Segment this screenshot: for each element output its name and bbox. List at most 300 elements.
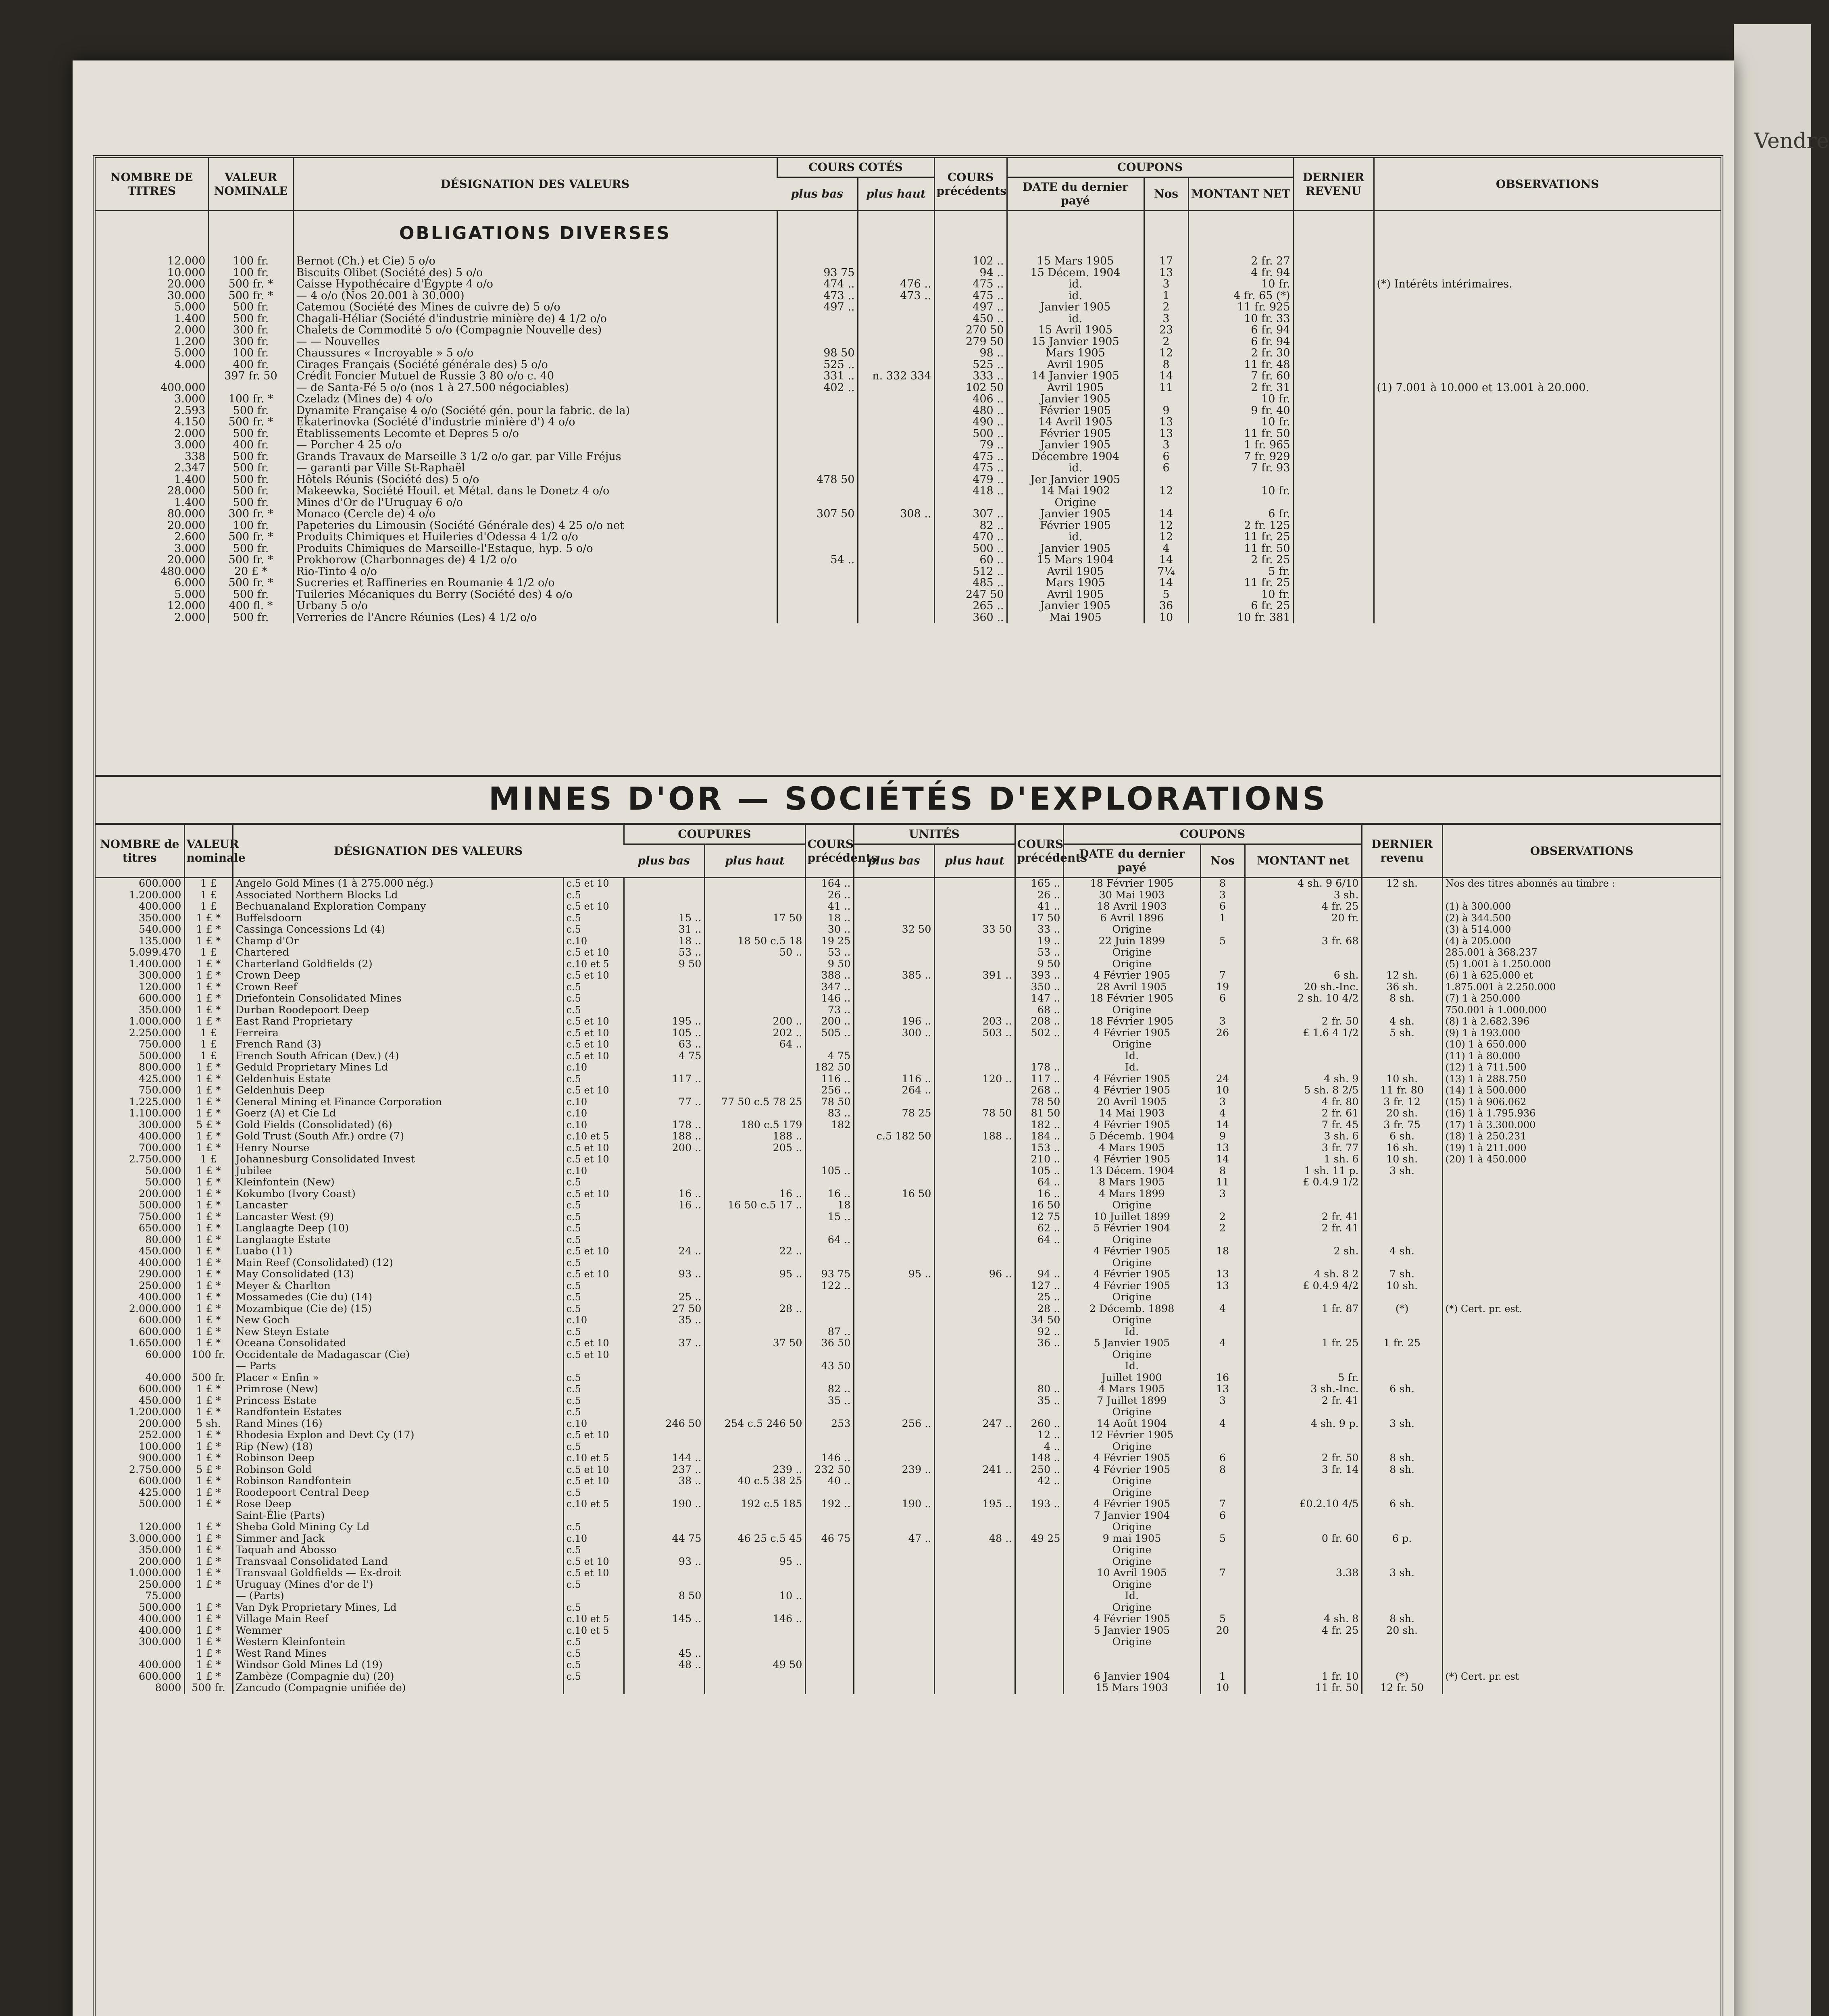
cell-nombre: 60.000 xyxy=(145,1348,181,1361)
cell-montant xyxy=(1245,1327,1362,1338)
cell-montant: 2 fr. 50 xyxy=(1245,1453,1362,1464)
cell-observations xyxy=(1442,1235,1721,1246)
cell-valeur: 5 sh. xyxy=(184,1418,233,1430)
cell-designation: Occidentale de Madagascar (Cie) xyxy=(233,1350,563,1361)
mines-header-coupons: COUPONS xyxy=(1063,825,1362,844)
cell-plus-bas: 98 50 xyxy=(777,348,858,359)
cell-designation: Sheba Gold Mining Cy Ld xyxy=(233,1522,563,1533)
cell-plus-bas xyxy=(777,428,858,440)
cell-unites-bas xyxy=(854,1338,934,1350)
cell-coupures: c.5 xyxy=(563,1441,624,1453)
cell-coupures: c.5 xyxy=(563,1671,624,1683)
header-cours-precedents: COURS précédents xyxy=(934,158,1007,211)
cell-revenu xyxy=(1362,1223,1442,1235)
cell-coupures: c.10 xyxy=(563,1120,624,1131)
cell-revenu xyxy=(1362,1430,1442,1441)
cell-valeur: 500 fr. xyxy=(208,451,293,463)
cell-unites-bas xyxy=(854,878,934,890)
cell-date: 8 Mars 1905 xyxy=(1063,1177,1200,1189)
cell-unites-bas xyxy=(854,1120,934,1131)
cell-plus-bas xyxy=(777,520,858,532)
cell-cours-prec: 247 50 xyxy=(934,589,1007,601)
cell-no: 7 xyxy=(1200,1568,1245,1579)
cell-cours xyxy=(805,1671,854,1683)
cell-unites-haut xyxy=(934,1304,1015,1315)
cell-date: Février 1905 xyxy=(1007,520,1144,532)
cell-cours xyxy=(805,1372,854,1384)
cell-nombre: 1.000.000 xyxy=(129,1567,181,1579)
cell-unites-bas xyxy=(854,1556,934,1568)
cell-cours-prec: 485 .. xyxy=(934,577,1007,589)
cell-revenu xyxy=(1362,1189,1442,1200)
cell-designation: Buffelsdoorn xyxy=(233,913,563,925)
cell-revenu xyxy=(1293,600,1374,612)
table-row xyxy=(96,1281,1721,1292)
cell-nombre: 425.000 xyxy=(139,1073,181,1085)
cell-unites-haut: 78 50 xyxy=(934,1108,1015,1120)
table-row xyxy=(96,405,1721,417)
cell-unites-haut xyxy=(934,1258,1015,1269)
mines-header-plus-bas: plus bas xyxy=(624,844,704,878)
cell-designation: — — Nouvelles xyxy=(293,336,777,348)
cell-cours-prec: 41 .. xyxy=(1015,901,1063,913)
cell-revenu xyxy=(1293,279,1374,290)
cell-revenu xyxy=(1362,1556,1442,1568)
table-row xyxy=(96,1223,1721,1235)
cell-date: Origine xyxy=(1063,947,1200,959)
cell-cours xyxy=(805,1579,854,1591)
cell-cours: 4 75 xyxy=(805,1051,854,1062)
cell-no: 24 xyxy=(1200,1074,1245,1085)
cell-plus-haut xyxy=(858,612,934,624)
cell-cours: 200 .. xyxy=(805,1016,854,1028)
cell-valeur: 1 £ * xyxy=(184,1223,233,1235)
cell-unites-bas xyxy=(854,1062,934,1074)
cell-plus-haut xyxy=(704,1384,805,1395)
cell-coupures: c.5 et 10 xyxy=(563,1476,624,1487)
cell-coupures xyxy=(563,1591,624,1602)
cell-no: 1 xyxy=(1144,290,1188,302)
cell-valeur: 100 fr. xyxy=(208,520,293,532)
cell-cours-prec: 62 .. xyxy=(1015,1223,1063,1235)
cell-designation: Oceana Consolidated xyxy=(233,1338,563,1350)
cell-coupures: c.5 et 10 xyxy=(563,1039,624,1051)
table-row xyxy=(96,531,1721,543)
cell-date: id. xyxy=(1007,462,1144,474)
cell-unites-bas xyxy=(854,1372,934,1384)
cell-plus-haut xyxy=(858,497,934,509)
cell-date: Origine xyxy=(1063,1235,1200,1246)
table-row xyxy=(96,1212,1721,1223)
cell-revenu: (*) xyxy=(1362,1671,1442,1683)
cell-unites-haut xyxy=(934,1189,1015,1200)
cell-plus-haut: 239 .. xyxy=(704,1464,805,1476)
cell-montant: 2 sh. xyxy=(1245,1246,1362,1258)
table-row xyxy=(96,1097,1721,1108)
cell-observations xyxy=(1374,359,1721,371)
cell-date: 4 Février 1905 xyxy=(1063,1281,1200,1292)
cell-nombre: 400.000 xyxy=(139,1613,181,1625)
cell-cours-prec: 250 .. xyxy=(1015,1464,1063,1476)
cell-observations xyxy=(1374,508,1721,520)
cell-coupures: c.5 et 10 xyxy=(563,1430,624,1441)
cell-plus-haut xyxy=(704,1212,805,1223)
cell-no: 5 xyxy=(1144,589,1188,601)
table-row xyxy=(96,394,1721,405)
cell-cours-prec: 479 .. xyxy=(934,474,1007,486)
cell-observations xyxy=(1374,462,1721,474)
cell-observations xyxy=(1442,1683,1721,1694)
table-row xyxy=(96,439,1721,451)
cell-revenu: 12 sh. xyxy=(1362,878,1442,890)
cell-designation: Associated Northern Blocks Ld xyxy=(233,890,563,902)
cell-revenu xyxy=(1293,394,1374,405)
cell-montant: 7 fr. 60 xyxy=(1188,371,1293,382)
cell-observations xyxy=(1374,428,1721,440)
cell-revenu xyxy=(1293,462,1374,474)
cell-valeur: 100 fr. xyxy=(208,348,293,359)
cell-valeur: 1 £ * xyxy=(184,1085,233,1097)
table-row xyxy=(96,1327,1721,1338)
cell-revenu xyxy=(1362,1327,1442,1338)
cell-montant: 1 fr. 10 xyxy=(1245,1671,1362,1683)
cell-cours: 164 .. xyxy=(805,878,854,890)
cell-valeur: 1 £ xyxy=(184,878,233,890)
cell-montant: 7 fr. 93 xyxy=(1188,462,1293,474)
cell-cours-prec: 127 .. xyxy=(1015,1281,1063,1292)
cell-nombre xyxy=(96,1510,184,1522)
cell-observations xyxy=(1442,1223,1721,1235)
cell-plus-haut xyxy=(704,878,805,890)
cell-coupures: c.5 et 10 xyxy=(563,1085,624,1097)
cell-plus-bas: 246 50 xyxy=(624,1418,704,1430)
cell-unites-haut xyxy=(934,1487,1015,1499)
cell-designation: Angelo Gold Mines (1 à 275.000 nég.) xyxy=(233,878,563,890)
cell-montant: 11 fr. 925 xyxy=(1188,302,1293,313)
cell-nombre: 600.000 xyxy=(139,1325,181,1338)
cell-montant xyxy=(1245,1039,1362,1051)
cell-montant: 4 sh. 9 6/10 xyxy=(1245,878,1362,890)
cell-no: 10 xyxy=(1200,1085,1245,1097)
cell-cours-prec: 210 .. xyxy=(1015,1154,1063,1166)
cell-date: 4 Février 1905 xyxy=(1063,1499,1200,1510)
cell-no xyxy=(1200,1258,1245,1269)
cell-unites-haut xyxy=(934,959,1015,971)
table-row xyxy=(96,313,1721,325)
cell-coupures: c.5 xyxy=(563,1545,624,1556)
cell-revenu xyxy=(1362,1005,1442,1016)
cell-cours-prec: 79 .. xyxy=(934,439,1007,451)
cell-montant xyxy=(1245,1361,1362,1372)
cell-valeur: 1 £ * xyxy=(184,1200,233,1212)
cell-plus-bas: 195 .. xyxy=(624,1016,704,1028)
cell-plus-haut xyxy=(858,394,934,405)
cell-unites-bas: 385 .. xyxy=(854,970,934,982)
cell-no xyxy=(1200,924,1245,936)
cell-plus-bas: 525 .. xyxy=(777,359,858,371)
cell-nombre: 450.000 xyxy=(139,1245,181,1258)
cell-plus-bas xyxy=(624,1545,704,1556)
cell-plus-bas xyxy=(624,1372,704,1384)
cell-cours-prec: 68 .. xyxy=(1015,1005,1063,1016)
mines-header-observations: OBSERVATIONS xyxy=(1442,825,1721,878)
cell-date: 4 Février 1905 xyxy=(1063,1154,1200,1166)
cell-coupures: c.5 xyxy=(563,1223,624,1235)
cell-montant: 11 fr. 48 xyxy=(1188,359,1293,371)
cell-nombre: 750.000 xyxy=(139,1038,181,1051)
cell-montant: 10 fr. xyxy=(1188,589,1293,601)
cell-cours-prec xyxy=(1015,1487,1063,1499)
cell-observations: (*) Cert. pr. est. xyxy=(1442,1304,1721,1315)
cell-designation: Cassinga Concessions Ld (4) xyxy=(233,924,563,936)
cell-observations: (16) 1 à 1.795.936 xyxy=(1442,1108,1721,1120)
cell-unites-haut xyxy=(934,1648,1015,1660)
cell-no xyxy=(1144,474,1188,486)
cell-unites-haut xyxy=(934,901,1015,913)
cell-date: 9 mai 1905 xyxy=(1063,1533,1200,1545)
cell-cours: 256 .. xyxy=(805,1085,854,1097)
cell-montant: 1 sh. 11 p. xyxy=(1245,1166,1362,1177)
cell-no: 4 xyxy=(1200,1108,1245,1120)
cell-cours-prec: 105 .. xyxy=(1015,1166,1063,1177)
cell-no: 4 xyxy=(1200,1418,1245,1430)
cell-unites-bas xyxy=(854,1671,934,1683)
cell-cours-prec: 94 .. xyxy=(934,267,1007,279)
cell-plus-haut xyxy=(858,566,934,578)
table-row xyxy=(96,1154,1721,1166)
cell-date: 22 Juin 1899 xyxy=(1063,936,1200,948)
cell-coupures xyxy=(563,1361,624,1372)
cell-cours-prec xyxy=(1015,1683,1063,1694)
cell-unites-bas xyxy=(854,913,934,925)
cell-valeur: 1 £ * xyxy=(184,970,233,982)
cell-nombre: 400.000 xyxy=(139,1256,181,1269)
cell-observations xyxy=(1442,1407,1721,1418)
cell-revenu xyxy=(1362,1235,1442,1246)
cell-no: 7 xyxy=(1200,1499,1245,1510)
mines-header-cours-2: COURS précédents xyxy=(1015,825,1063,878)
cell-coupures: c.10 et 5 xyxy=(563,1614,624,1625)
cell-plus-bas: 16 .. xyxy=(624,1200,704,1212)
cell-designation: General Mining et Finance Corporation xyxy=(233,1097,563,1108)
cell-unites-bas xyxy=(854,1258,934,1269)
cell-no: 3 xyxy=(1200,890,1245,902)
cell-cours xyxy=(805,1039,854,1051)
cell-plus-haut xyxy=(704,1361,805,1372)
cell-plus-haut xyxy=(704,1005,805,1016)
cell-unites-haut xyxy=(934,1568,1015,1579)
cell-revenu: 3 sh. xyxy=(1362,1418,1442,1430)
cell-cours-prec: 500 .. xyxy=(934,428,1007,440)
cell-designation: Produits Chimiques et Huileries d'Odessa 4 1/2 o/o xyxy=(293,531,777,543)
cell-unites-haut: 120 .. xyxy=(934,1074,1015,1085)
cell-montant: 5 fr. xyxy=(1245,1372,1362,1384)
table-row xyxy=(96,1625,1721,1637)
cell-designation: Western Kleinfontein xyxy=(233,1637,563,1648)
cell-date: Id. xyxy=(1063,1361,1200,1372)
cell-designation: Charterland Goldfields (2) xyxy=(233,959,563,971)
cell-plus-haut xyxy=(704,1510,805,1522)
cell-coupures: c.5 xyxy=(563,1235,624,1246)
cell-no: 9 xyxy=(1144,405,1188,417)
cell-designation: Papeteries du Limousin (Société Générale des) 4 25 o/o net xyxy=(293,520,777,532)
cell-unites-haut xyxy=(934,1637,1015,1648)
cell-date: Origine xyxy=(1063,1545,1200,1556)
cell-cours: 40 .. xyxy=(805,1476,854,1487)
cell-date: 18 Février 1905 xyxy=(1063,993,1200,1005)
cell-cours-prec xyxy=(1015,1258,1063,1269)
cell-designation: May Consolidated (13) xyxy=(233,1269,563,1281)
cell-valeur: 500 fr. xyxy=(208,302,293,313)
header-observations: OBSERVATIONS xyxy=(1374,158,1721,211)
cell-nombre: 700.000 xyxy=(139,1141,181,1154)
cell-nombre: 120.000 xyxy=(139,1521,181,1533)
table-row xyxy=(96,1235,1721,1246)
cell-cours-prec: 81 50 xyxy=(1015,1108,1063,1120)
cell-montant xyxy=(1245,1522,1362,1533)
cell-nombre: 1.400 xyxy=(174,496,206,509)
cell-plus-bas: 24 .. xyxy=(624,1246,704,1258)
cell-no: 14 xyxy=(1144,508,1188,520)
cell-designation: Luabo (11) xyxy=(233,1246,563,1258)
cell-unites-haut xyxy=(934,1177,1015,1189)
cell-designation: Rhodesia Explon and Devt Cy (17) xyxy=(233,1430,563,1441)
cell-revenu xyxy=(1362,936,1442,948)
cell-date: Janvier 1905 xyxy=(1007,439,1144,451)
cell-nombre: 28.000 xyxy=(167,485,206,497)
cell-montant: 2 sh. 10 4/2 xyxy=(1245,993,1362,1005)
cell-cours-prec: 333 .. xyxy=(934,371,1007,382)
table-row xyxy=(96,1315,1721,1327)
cell-montant: £ 1.6 4 1/2 xyxy=(1245,1028,1362,1039)
cell-date: 14 Mai 1903 xyxy=(1063,1108,1200,1120)
cell-date: 15 Mars 1905 xyxy=(1007,256,1144,267)
table-row xyxy=(96,1522,1721,1533)
cell-unites-bas xyxy=(854,1395,934,1407)
cell-cours-prec: 60 .. xyxy=(934,554,1007,566)
cell-plus-haut: 188 .. xyxy=(704,1131,805,1143)
cell-plus-haut: n. 332 334 xyxy=(858,371,934,382)
cell-cours-prec: 12 .. xyxy=(1015,1430,1063,1441)
cell-designation: Catemou (Société des Mines de cuivre de) 5 o/o xyxy=(293,302,777,313)
cell-coupures: c.5 xyxy=(563,1212,624,1223)
cell-cours: 232 50 xyxy=(805,1464,854,1476)
header-designation: DÉSIGNATION DES VALEURS xyxy=(293,158,777,211)
cell-cours-prec: 360 .. xyxy=(934,612,1007,624)
cell-date: Janvier 1905 xyxy=(1007,508,1144,520)
cell-coupures: c.5 et 10 xyxy=(563,1338,624,1350)
cell-no xyxy=(1200,1292,1245,1304)
cell-plus-haut: 77 50 c.5 78 25 xyxy=(704,1097,805,1108)
cell-plus-haut xyxy=(704,1281,805,1292)
cell-cours xyxy=(805,1487,854,1499)
table-row xyxy=(96,901,1721,913)
cell-no: 9 xyxy=(1200,1131,1245,1143)
cell-plus-bas xyxy=(624,1625,704,1637)
cell-observations xyxy=(1442,1212,1721,1223)
cell-unites-bas xyxy=(854,1292,934,1304)
cell-cours-prec: 153 .. xyxy=(1015,1143,1063,1154)
cell-plus-bas xyxy=(777,325,858,336)
cell-no: 6 xyxy=(1200,1453,1245,1464)
cell-plus-haut: 37 50 xyxy=(704,1338,805,1350)
cell-designation: West Rand Mines xyxy=(233,1648,563,1660)
cell-coupures: c.5 et 10 xyxy=(563,1350,624,1361)
cell-revenu xyxy=(1362,1660,1442,1671)
cell-unites-haut: 48 .. xyxy=(934,1533,1015,1545)
cell-observations: (14) 1 à 500.000 xyxy=(1442,1085,1721,1097)
cell-coupures: c.10 xyxy=(563,936,624,948)
cell-valeur: 500 fr. xyxy=(208,462,293,474)
cell-revenu: 1 fr. 25 xyxy=(1362,1338,1442,1350)
cell-coupures: c.5 et 10 xyxy=(563,1464,624,1476)
cell-plus-haut xyxy=(704,1625,805,1637)
table-row xyxy=(96,382,1721,394)
cell-designation: Caisse Hypothécaire d'Égypte 4 o/o xyxy=(293,279,777,290)
cell-nombre: 2.000 xyxy=(174,427,206,440)
cell-montant: 6 sh. xyxy=(1245,970,1362,982)
cell-nombre: 2.000 xyxy=(174,611,206,624)
cell-cours-prec xyxy=(1015,1361,1063,1372)
cell-coupures: c.5 xyxy=(563,1292,624,1304)
cell-no: 17 xyxy=(1144,256,1188,267)
cell-cours-prec: 350 .. xyxy=(1015,982,1063,993)
table-row xyxy=(96,359,1721,371)
table-row xyxy=(96,1579,1721,1591)
cell-plus-haut xyxy=(858,348,934,359)
cell-unites-haut xyxy=(934,1327,1015,1338)
cell-valeur: 1 £ * xyxy=(184,1016,233,1028)
cell-unites-bas xyxy=(854,1212,934,1223)
cell-plus-haut xyxy=(858,531,934,543)
cell-coupures: c.5 xyxy=(563,1177,624,1189)
cell-valeur: 400 fr. xyxy=(208,439,293,451)
cell-observations xyxy=(1442,1545,1721,1556)
cell-plus-haut: 17 50 xyxy=(704,913,805,925)
cell-valeur: 1 £ * xyxy=(184,1074,233,1085)
cell-valeur: 1 £ * xyxy=(184,924,233,936)
cell-no: 13 xyxy=(1200,1281,1245,1292)
cell-designation: Lancaster West (9) xyxy=(233,1212,563,1223)
cell-plus-bas: 474 .. xyxy=(777,279,858,290)
cell-no xyxy=(1200,1591,1245,1602)
cell-observations xyxy=(1442,1591,1721,1602)
cell-observations xyxy=(1442,1579,1721,1591)
cell-cours-prec: 4 .. xyxy=(1015,1441,1063,1453)
cell-revenu xyxy=(1293,497,1374,509)
cell-montant: 3 fr. 77 xyxy=(1245,1143,1362,1154)
table-row xyxy=(96,1039,1721,1051)
cell-unites-haut xyxy=(934,1614,1015,1625)
cell-unites-bas xyxy=(854,1568,934,1579)
cell-cours-prec: 34 50 xyxy=(1015,1315,1063,1327)
cell-revenu xyxy=(1293,313,1374,325)
cell-revenu: 10 sh. xyxy=(1362,1154,1442,1166)
cell-coupures: c.5 xyxy=(563,982,624,993)
cell-unites-haut xyxy=(934,1097,1015,1108)
cell-unites-haut xyxy=(934,1545,1015,1556)
cell-cours: 64 .. xyxy=(805,1235,854,1246)
cell-unites-haut xyxy=(934,1430,1015,1441)
cell-nombre: 650.000 xyxy=(139,1222,181,1235)
cell-plus-haut: 180 c.5 179 xyxy=(704,1120,805,1131)
cell-coupures: c.5 xyxy=(563,1327,624,1338)
cell-no: 13 xyxy=(1200,1143,1245,1154)
cell-observations xyxy=(1374,577,1721,589)
cell-date: 14 Janvier 1905 xyxy=(1007,371,1144,382)
cell-plus-bas xyxy=(777,612,858,624)
cell-designation: — Parts xyxy=(233,1361,563,1372)
